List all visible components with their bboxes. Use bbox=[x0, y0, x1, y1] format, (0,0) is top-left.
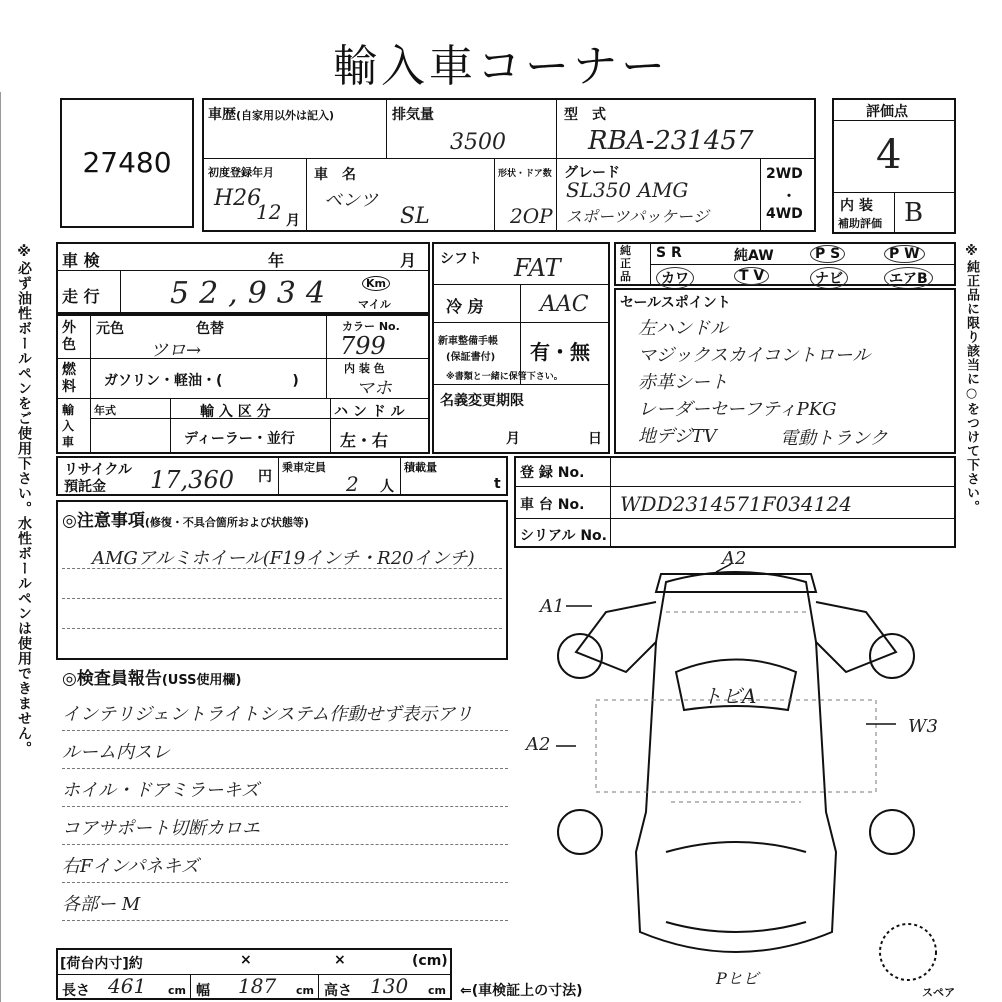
inspector-rule bbox=[62, 844, 508, 845]
sales-points-label: セールスポイント bbox=[620, 295, 731, 311]
mileage-label: 走 行 bbox=[62, 287, 100, 306]
length-unit: cm bbox=[168, 984, 186, 997]
sales-point-item: 電動トランク bbox=[780, 428, 888, 449]
name-change-day: 日 bbox=[588, 431, 602, 447]
diagram-rear: Pヒビ bbox=[716, 969, 759, 988]
genuine-item[interactable]: P S bbox=[810, 245, 845, 263]
color-code-value: 799 bbox=[340, 332, 386, 360]
displacement-value: 3500 bbox=[450, 130, 506, 155]
ac-label: 冷 房 bbox=[446, 297, 484, 316]
inspector-line: コアサポート切断カロエ bbox=[62, 818, 260, 839]
genuine-item[interactable]: T V bbox=[734, 267, 769, 285]
fuel-label: 燃料 bbox=[62, 362, 76, 395]
diagram-a1: A1 bbox=[540, 596, 565, 617]
width-value: 187 bbox=[238, 974, 277, 998]
lot-number: 27480 bbox=[82, 146, 172, 179]
page-title: 輸入車コーナー bbox=[333, 41, 669, 92]
cargo-unit: (cm) bbox=[412, 953, 448, 969]
first-reg-month: 12 bbox=[256, 200, 282, 224]
int-color-value: マホ bbox=[356, 378, 392, 399]
dims-note: ⇐(車検証上の寸法) bbox=[460, 983, 583, 999]
genuine-side-note: ※純正品に限り該当に○をつけて下さい。 bbox=[964, 244, 979, 514]
shift-value: FAT bbox=[514, 254, 561, 282]
shift-label: シフト bbox=[440, 251, 482, 267]
genuine-item[interactable]: ナビ bbox=[810, 267, 848, 289]
inspector-line: インテリジェントライトシステム作動せず表示アリ bbox=[62, 704, 473, 725]
sales-point-item: 赤革シート bbox=[638, 372, 728, 393]
recycle-label2: 預託金 bbox=[64, 479, 106, 495]
inspector-rule bbox=[62, 768, 508, 769]
inspector-line: 各部ー M bbox=[62, 894, 141, 915]
diagram-w3: W3 bbox=[908, 716, 938, 737]
mileage-value: 52,934 bbox=[170, 276, 335, 311]
diagram-a2-top: A2 bbox=[722, 548, 747, 569]
genuine-item[interactable]: S R bbox=[656, 245, 682, 261]
ac-value: AAC bbox=[540, 292, 589, 317]
int-color-label: 内 装 色 bbox=[344, 362, 385, 375]
serial-label: シリアル No. bbox=[520, 528, 607, 544]
import-year-label: 年式 bbox=[94, 404, 116, 417]
score-label: 評価点 bbox=[866, 104, 908, 120]
inspector-line: 右Fインパネキズ bbox=[62, 856, 199, 877]
history-label: 車歴(自家用以外は記入) bbox=[208, 107, 335, 123]
shaken-month-label: 月 bbox=[400, 251, 417, 270]
lot-number-box bbox=[60, 98, 194, 228]
capacity-unit: 人 bbox=[380, 479, 394, 495]
interior-sublabel: 補助評価 bbox=[838, 217, 882, 230]
drive-2wd: 2WD bbox=[766, 166, 803, 182]
registration-label: 登 録 No. bbox=[520, 465, 585, 481]
chassis-value: WDD2314571F034124 bbox=[620, 492, 852, 516]
ext-color-orig-label: 元色 bbox=[96, 321, 124, 337]
recycle-unit: 円 bbox=[258, 469, 272, 485]
grade-value: SL350 AMG bbox=[566, 178, 689, 202]
inspector-line: ルーム内スレ bbox=[62, 742, 170, 763]
sales-point-item: マジックスカイコントロール bbox=[638, 345, 871, 366]
score-value: 4 bbox=[876, 132, 902, 178]
grade-value2: スポーツパッケージ bbox=[566, 207, 709, 226]
left-note: ※必ず油性ボールペンをご使用下さい。水性ボールペンは使用できません。 bbox=[16, 244, 32, 756]
capacity-label: 乗車定員 bbox=[282, 461, 326, 474]
import-division-value: ディーラー・並行 bbox=[184, 431, 295, 447]
load-unit: t bbox=[494, 476, 501, 492]
caution-label: ◎注意事項(修復・不具合箇所および状態等) bbox=[62, 511, 309, 531]
model-code-label: 型 式 bbox=[564, 107, 606, 123]
genuine-item[interactable]: エアB bbox=[884, 267, 933, 289]
import-division-label: 輸 入 区 分 bbox=[200, 404, 271, 420]
color-code-label: カラー No. bbox=[342, 320, 400, 333]
height-label: 高さ bbox=[324, 983, 352, 999]
shaken-year-label: 年 bbox=[268, 251, 285, 270]
genuine-label: 純正品 bbox=[620, 244, 631, 283]
body-door-label: 形状・ドア数 bbox=[498, 169, 552, 179]
first-reg-unit: 月 bbox=[286, 213, 300, 229]
length-label: 長さ bbox=[62, 983, 90, 999]
capacity-value: 2 bbox=[346, 472, 359, 496]
genuine-item[interactable]: カワ bbox=[656, 267, 694, 289]
diagram-spare: スペア bbox=[922, 986, 955, 999]
import-handle-value: 左・右 bbox=[340, 431, 389, 450]
diagram-a2-left: A2 bbox=[526, 734, 551, 755]
displacement-label: 排気量 bbox=[392, 107, 434, 123]
body-door-value: 2OP bbox=[510, 204, 553, 228]
diagram-roof: トビA bbox=[702, 684, 757, 708]
car-name-label: 車 名 bbox=[314, 167, 356, 183]
car-name-value2: SL bbox=[400, 204, 430, 229]
name-change-month: 月 bbox=[506, 431, 520, 447]
sales-point-item: 地デジTV bbox=[638, 426, 717, 447]
inspector-rule bbox=[62, 920, 508, 921]
inspector-label: ◎検査員報告(USS使用欄) bbox=[62, 669, 242, 689]
first-reg-label: 初度登録年月 bbox=[208, 166, 274, 179]
ext-color-label: 外色 bbox=[62, 320, 76, 353]
cargo-x1: × bbox=[240, 952, 252, 968]
sales-point-item: 左ハンドル bbox=[638, 318, 728, 339]
ext-color-value: ツロ→ bbox=[150, 340, 202, 361]
interior-label: 内 装 bbox=[840, 198, 873, 214]
width-unit: cm bbox=[296, 984, 314, 997]
inspector-rule bbox=[62, 730, 508, 731]
first-reg-year: H26 bbox=[214, 186, 262, 211]
model-code-value: RBA-231457 bbox=[588, 126, 754, 156]
car-name-value: ベンツ bbox=[324, 190, 378, 211]
mileage-unit-km: Km bbox=[362, 276, 390, 291]
mileage-unit-mile: マイル bbox=[358, 298, 391, 311]
genuine-item[interactable]: 純AW bbox=[734, 248, 774, 264]
inspector-rule bbox=[62, 806, 508, 807]
drive-dot: ・ bbox=[782, 189, 796, 205]
fuel-options: ガソリン・軽油・( ) bbox=[104, 373, 299, 389]
import-label: 輸入車 bbox=[62, 403, 75, 449]
import-handle-label: ハ ン ド ル bbox=[334, 404, 405, 420]
manual-label2: (保証書付) bbox=[446, 352, 496, 363]
height-unit: cm bbox=[428, 984, 446, 997]
sales-point-item: レーダーセーフティPKG bbox=[638, 399, 837, 420]
shaken-label: 車 検 bbox=[62, 251, 100, 270]
manual-value: 有・無 bbox=[530, 340, 590, 364]
length-value: 461 bbox=[108, 974, 147, 998]
ext-color-change-label: 色替 bbox=[196, 321, 224, 337]
recycle-value: 17,360 bbox=[150, 466, 234, 494]
manual-label: 新車整備手帳 bbox=[438, 336, 498, 347]
caution-line1: AMGアルミホイール(F19インチ・R20インチ) bbox=[92, 548, 475, 569]
grade-label: グレード bbox=[564, 165, 620, 181]
interior-value: B bbox=[904, 198, 924, 228]
cargo-x2: × bbox=[334, 952, 346, 968]
load-label: 積載量 bbox=[404, 461, 437, 474]
genuine-item[interactable]: P W bbox=[884, 245, 925, 263]
drive-4wd: 4WD bbox=[766, 206, 803, 222]
name-change-label: 名義変更期限 bbox=[440, 393, 524, 409]
inspector-rule bbox=[62, 882, 508, 883]
car-diagram bbox=[516, 552, 956, 998]
chassis-label: 車 台 No. bbox=[520, 497, 585, 513]
recycle-label: リサイクル bbox=[64, 462, 133, 478]
inspector-line: ホイル・ドアミラーキズ bbox=[62, 780, 260, 801]
width-label: 幅 bbox=[196, 983, 210, 999]
cargo-label: [荷台内寸]約 bbox=[60, 956, 143, 972]
height-value: 130 bbox=[370, 974, 409, 998]
manual-note: ※書類と一緒に保管下さい。 bbox=[446, 372, 563, 382]
